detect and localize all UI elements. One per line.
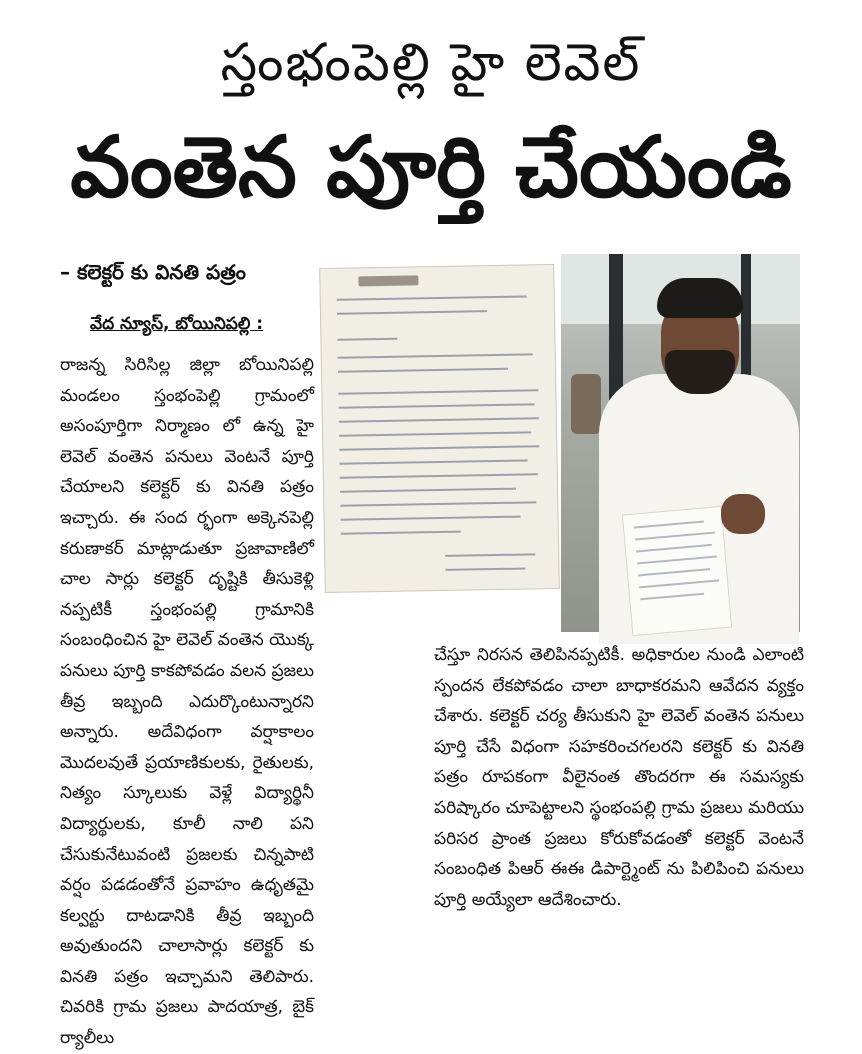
handwriting-line [445,568,525,571]
handwriting-line [341,531,461,535]
handwriting-line [339,445,539,450]
handwriting-line [337,338,397,341]
clipboard-clip [358,275,418,286]
article-body-left-column [60,350,314,1054]
handwriting-line [341,516,521,521]
handwriting-line [339,403,535,408]
subheading: – కలెక్టర్ కు వినతి పత్రం [60,260,246,284]
handwriting-line [339,417,539,422]
handwriting-line [445,553,535,557]
handwriting-line [340,501,536,506]
article-paragraph-left: రాజన్న సిరిసిల్ల జిల్లా బోయినిపల్లి మండలం స్తంభంపెల్లి గ్రామంలో అసంపూర్తిగా నిర్మాణం లో ఉన్న హై లెవెల్ వంతెన పనులు వెంటనే పూర్తి చేయాలని కలెక్టర్ కు వినతి పత్రం ఇచ్చారు. ఈ సంద ర్భంగా అక్కెనపెల్లి కరుణాకర్ మాట్లాడుతూ ప్రజావాణిలో చాల సార్లు కలెక్టర్ దృష్టికి తీసుకెళ్లి నప్పటికీ స్తంభంపల్లి గ్రామానికి సంబంధించిన హై లెవెల్ వంతెన యొక్క పనులు పూర్తి కాకపోవడం వలన ప్రజలు తీవ్ర ఇబ్బంది ఎదుర్కొంటున్నారని అన్నారు. అదేవిధంగా వర్షాకాలం మొదలవుతే ప్రయాణికులకు, రైతులకు, నిత్యం స్కూలుకు వెళ్లే విద్యార్థినీ విద్యార్థులకు, కూలీ నాలి పని చేసుకునేటువంటి ప్రజలకు చిన్నపాటి వర్షం పడడంతోనే ప్రవాహం ఉధృతమై కల్వర్టు దాటడానికి తీవ్ర ఇబ్బంది అవుతుందని చాలాసార్లు కలెక్టర్ కు వినతి పత్రం ఇచ్చామని తెలిపారు. చివరికి గ్రామ ప్రజలు పాదయాత్ర, బైక్ ర్యాలీలు [60,355,314,1049]
headline-line-1: స్తంభంపెల్లి హై లెవెల్ [220,33,642,93]
hand [721,494,765,534]
article-paragraph-right: చేస్తూ నిరసన తెలిపినప్పటికీ. అధికారుల నుండి ఎలాంటి స్పందన లేకపోవడం చాలా బాధాకరమని ఆవేదన వ్యక్తం చేశారు. కలెక్టర్ చర్య తీసుకుని హై లెవెల్ వంతెన పనులు పూర్తి చేసే విధంగా సహకరించగలరని కలెక్టర్ కు వినతి పత్రం రూపకంగా వీలైనంత తొందరగా ఈ సమస్యకు పరిష్కారం చూపెట్టాలని స్థంభంపల్లి గ్రామ ప్రజలు మరియు పరిసర ప్రాంత ప్రజలు కోరుకోవడంతో కలెక్టర్ వెంటనే సంబంధిత పిఆర్ ఈఈ డిపార్ట్మెంట్ ను పిలిపించి పనులు పూర్తి అయ్యేలా ఆదేశించారు. [434,645,804,910]
handwriting-line [338,353,533,358]
handwriting-line [337,295,527,300]
headline-line-2: వంతెన పూర్తి చేయండి [70,118,792,216]
handwriting-line [340,459,528,464]
handwriting-line [338,368,508,373]
petitioner-photo [561,254,800,632]
handwriting-line [337,310,487,315]
hair [657,278,743,318]
background-people [571,374,601,434]
handwriting-line [338,389,538,394]
held-letter [622,506,732,636]
article-body-right-column [434,640,804,915]
petition-letter-photo [319,264,560,593]
handwriting-line [340,488,516,493]
handwriting-line [340,473,538,478]
handwriting-line [339,431,531,436]
byline: వేద న్యూస్, బోయినిపల్లి : [90,314,264,334]
